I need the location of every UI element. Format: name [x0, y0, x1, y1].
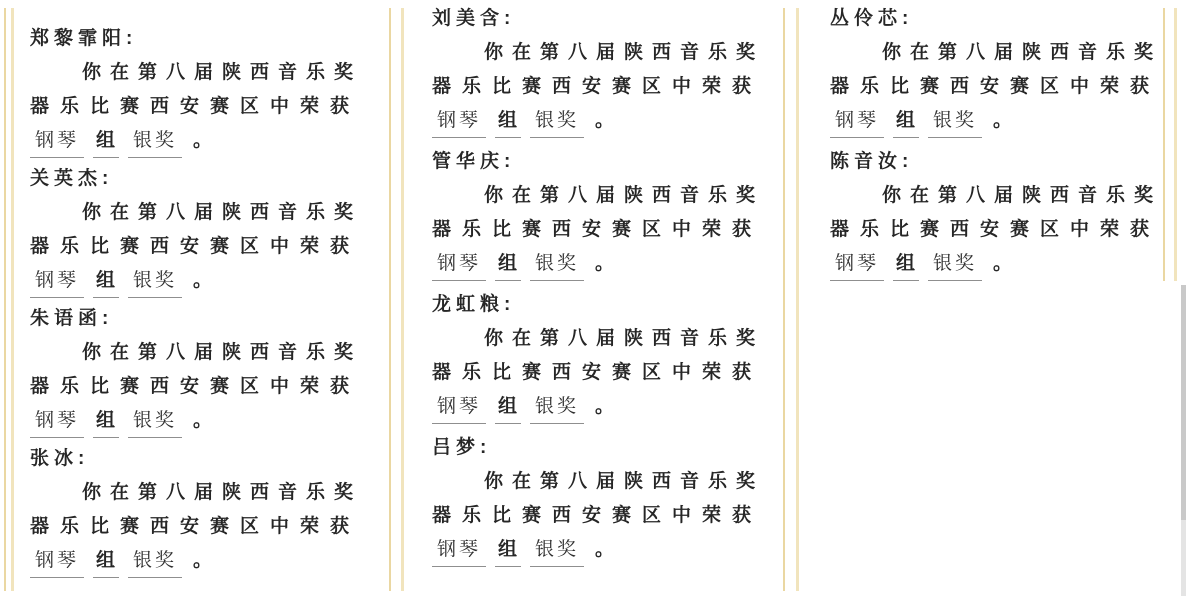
recipient-name: 刘美含	[432, 8, 505, 29]
award-level-blank: 银奖	[128, 546, 182, 578]
salutation-line	[830, 2, 1162, 36]
period-mark: 。	[193, 270, 213, 291]
award-level-blank: 银奖	[530, 392, 584, 424]
recipient-name: 吕梦	[432, 437, 481, 458]
award-category-blank: 钢琴	[830, 106, 884, 138]
award-notice-entry	[30, 162, 366, 302]
award-category-blank: 钢琴	[432, 249, 486, 281]
award-notice-entry	[830, 145, 1162, 288]
salutation-line	[830, 145, 1162, 179]
notice-line-2: 器乐比赛西安赛区中荣获	[830, 219, 1161, 240]
period-mark: 。	[193, 410, 213, 431]
name-colon: :	[126, 28, 138, 49]
page-column-3	[830, 2, 1162, 288]
page-border-line	[401, 8, 404, 591]
recipient-name: 郑黎霏阳	[30, 28, 127, 49]
salutation-line	[30, 302, 366, 336]
page-border-line	[1163, 8, 1165, 281]
scan-shadow	[1181, 285, 1186, 520]
recipient-name: 龙虹粮	[432, 294, 505, 315]
award-notice-entry	[30, 22, 366, 162]
award-result-line	[30, 264, 366, 298]
notice-line-2: 器乐比赛西安赛区中荣获	[30, 516, 361, 537]
recipient-name: 丛伶芯	[830, 8, 903, 29]
period-mark: 。	[595, 253, 615, 274]
notice-line-1: 你在第八届陕西音乐奖	[484, 185, 765, 206]
name-colon: :	[902, 151, 914, 172]
award-level-blank: 银奖	[530, 535, 584, 567]
page-border-line	[389, 8, 391, 591]
award-category-blank: 钢琴	[432, 392, 486, 424]
notice-line-2: 器乐比赛西安赛区中荣获	[432, 505, 763, 526]
notice-line-2: 器乐比赛西安赛区中荣获	[30, 236, 361, 257]
notice-line-1: 你在第八届陕西音乐奖	[882, 42, 1163, 63]
notice-line-2: 器乐比赛西安赛区中荣获	[830, 76, 1161, 97]
group-label: 组	[495, 535, 521, 567]
award-result-line	[432, 390, 770, 424]
period-mark: 。	[595, 396, 615, 417]
award-category-blank: 钢琴	[30, 266, 84, 298]
award-level-blank: 银奖	[128, 126, 182, 158]
notice-line-1: 你在第八届陕西音乐奖	[484, 471, 765, 492]
period-mark: 。	[993, 253, 1013, 274]
recipient-name: 张冰	[30, 448, 79, 469]
award-level-blank: 银奖	[928, 106, 982, 138]
recipient-name: 关英杰	[30, 168, 103, 189]
page-border-line	[4, 8, 6, 591]
notice-line-2: 器乐比赛西安赛区中荣获	[432, 76, 763, 97]
group-label: 组	[93, 126, 119, 158]
award-result-line	[30, 404, 366, 438]
page-border-line	[796, 8, 799, 591]
name-colon: :	[504, 8, 516, 29]
award-level-blank: 银奖	[530, 106, 584, 138]
page-column-1	[30, 22, 366, 582]
group-label: 组	[495, 392, 521, 424]
notice-line-1: 你在第八届陕西音乐奖	[882, 185, 1163, 206]
notice-line-2: 器乐比赛西安赛区中荣获	[432, 219, 763, 240]
award-level-blank: 银奖	[128, 406, 182, 438]
name-colon: :	[102, 168, 114, 189]
award-result-line	[830, 247, 1162, 281]
notice-line-1: 你在第八届陕西音乐奖	[82, 202, 363, 223]
award-result-line	[432, 247, 770, 281]
award-category-blank: 钢琴	[30, 406, 84, 438]
name-colon: :	[504, 151, 516, 172]
name-colon: :	[480, 437, 492, 458]
notice-line-1: 你在第八届陕西音乐奖	[82, 342, 363, 363]
name-colon: :	[902, 8, 914, 29]
salutation-line	[30, 162, 366, 196]
group-label: 组	[93, 266, 119, 298]
award-level-blank: 银奖	[128, 266, 182, 298]
notice-line-1: 你在第八届陕西音乐奖	[484, 42, 765, 63]
salutation-line	[30, 442, 366, 476]
group-label: 组	[93, 546, 119, 578]
salutation-line	[432, 431, 770, 465]
award-level-blank: 银奖	[530, 249, 584, 281]
salutation-line	[432, 2, 770, 36]
period-mark: 。	[595, 110, 615, 131]
scan-shadow	[1181, 520, 1186, 596]
page-border-line	[1174, 8, 1177, 281]
notice-line-1: 你在第八届陕西音乐奖	[82, 482, 363, 503]
period-mark: 。	[993, 110, 1013, 131]
group-label: 组	[93, 406, 119, 438]
name-colon: :	[102, 308, 114, 329]
recipient-name: 朱语函	[30, 308, 103, 329]
notice-line-2: 器乐比赛西安赛区中荣获	[30, 96, 361, 117]
award-result-line	[830, 104, 1162, 138]
page-border-line	[11, 8, 14, 591]
salutation-line	[30, 22, 366, 56]
period-mark: 。	[193, 550, 213, 571]
award-notice-entry	[830, 2, 1162, 145]
notice-line-2: 器乐比赛西安赛区中荣获	[432, 362, 763, 383]
award-notice-entry	[432, 431, 770, 574]
salutation-line	[432, 288, 770, 322]
award-notice-entry	[30, 442, 366, 582]
recipient-name: 陈音汝	[830, 151, 903, 172]
award-category-blank: 钢琴	[432, 535, 486, 567]
award-level-blank: 银奖	[928, 249, 982, 281]
name-colon: :	[78, 448, 90, 469]
award-category-blank: 钢琴	[30, 546, 84, 578]
group-label: 组	[495, 249, 521, 281]
award-result-line	[432, 533, 770, 567]
period-mark: 。	[193, 130, 213, 151]
award-category-blank: 钢琴	[30, 126, 84, 158]
group-label: 组	[893, 249, 919, 281]
award-notice-entry	[432, 288, 770, 431]
award-result-line	[30, 124, 366, 158]
award-notice-entry	[30, 302, 366, 442]
award-category-blank: 钢琴	[432, 106, 486, 138]
notice-line-1: 你在第八届陕西音乐奖	[82, 62, 363, 83]
page-border-line	[783, 8, 785, 591]
salutation-line	[432, 145, 770, 179]
notice-line-1: 你在第八届陕西音乐奖	[484, 328, 765, 349]
award-result-line	[30, 544, 366, 578]
award-notice-entry	[432, 145, 770, 288]
period-mark: 。	[595, 539, 615, 560]
recipient-name: 管华庆	[432, 151, 505, 172]
award-category-blank: 钢琴	[830, 249, 884, 281]
name-colon: :	[504, 294, 516, 315]
group-label: 组	[495, 106, 521, 138]
award-notice-entry	[432, 2, 770, 145]
group-label: 组	[893, 106, 919, 138]
award-result-line	[432, 104, 770, 138]
notice-line-2: 器乐比赛西安赛区中荣获	[30, 376, 361, 397]
page-column-2	[432, 2, 770, 574]
